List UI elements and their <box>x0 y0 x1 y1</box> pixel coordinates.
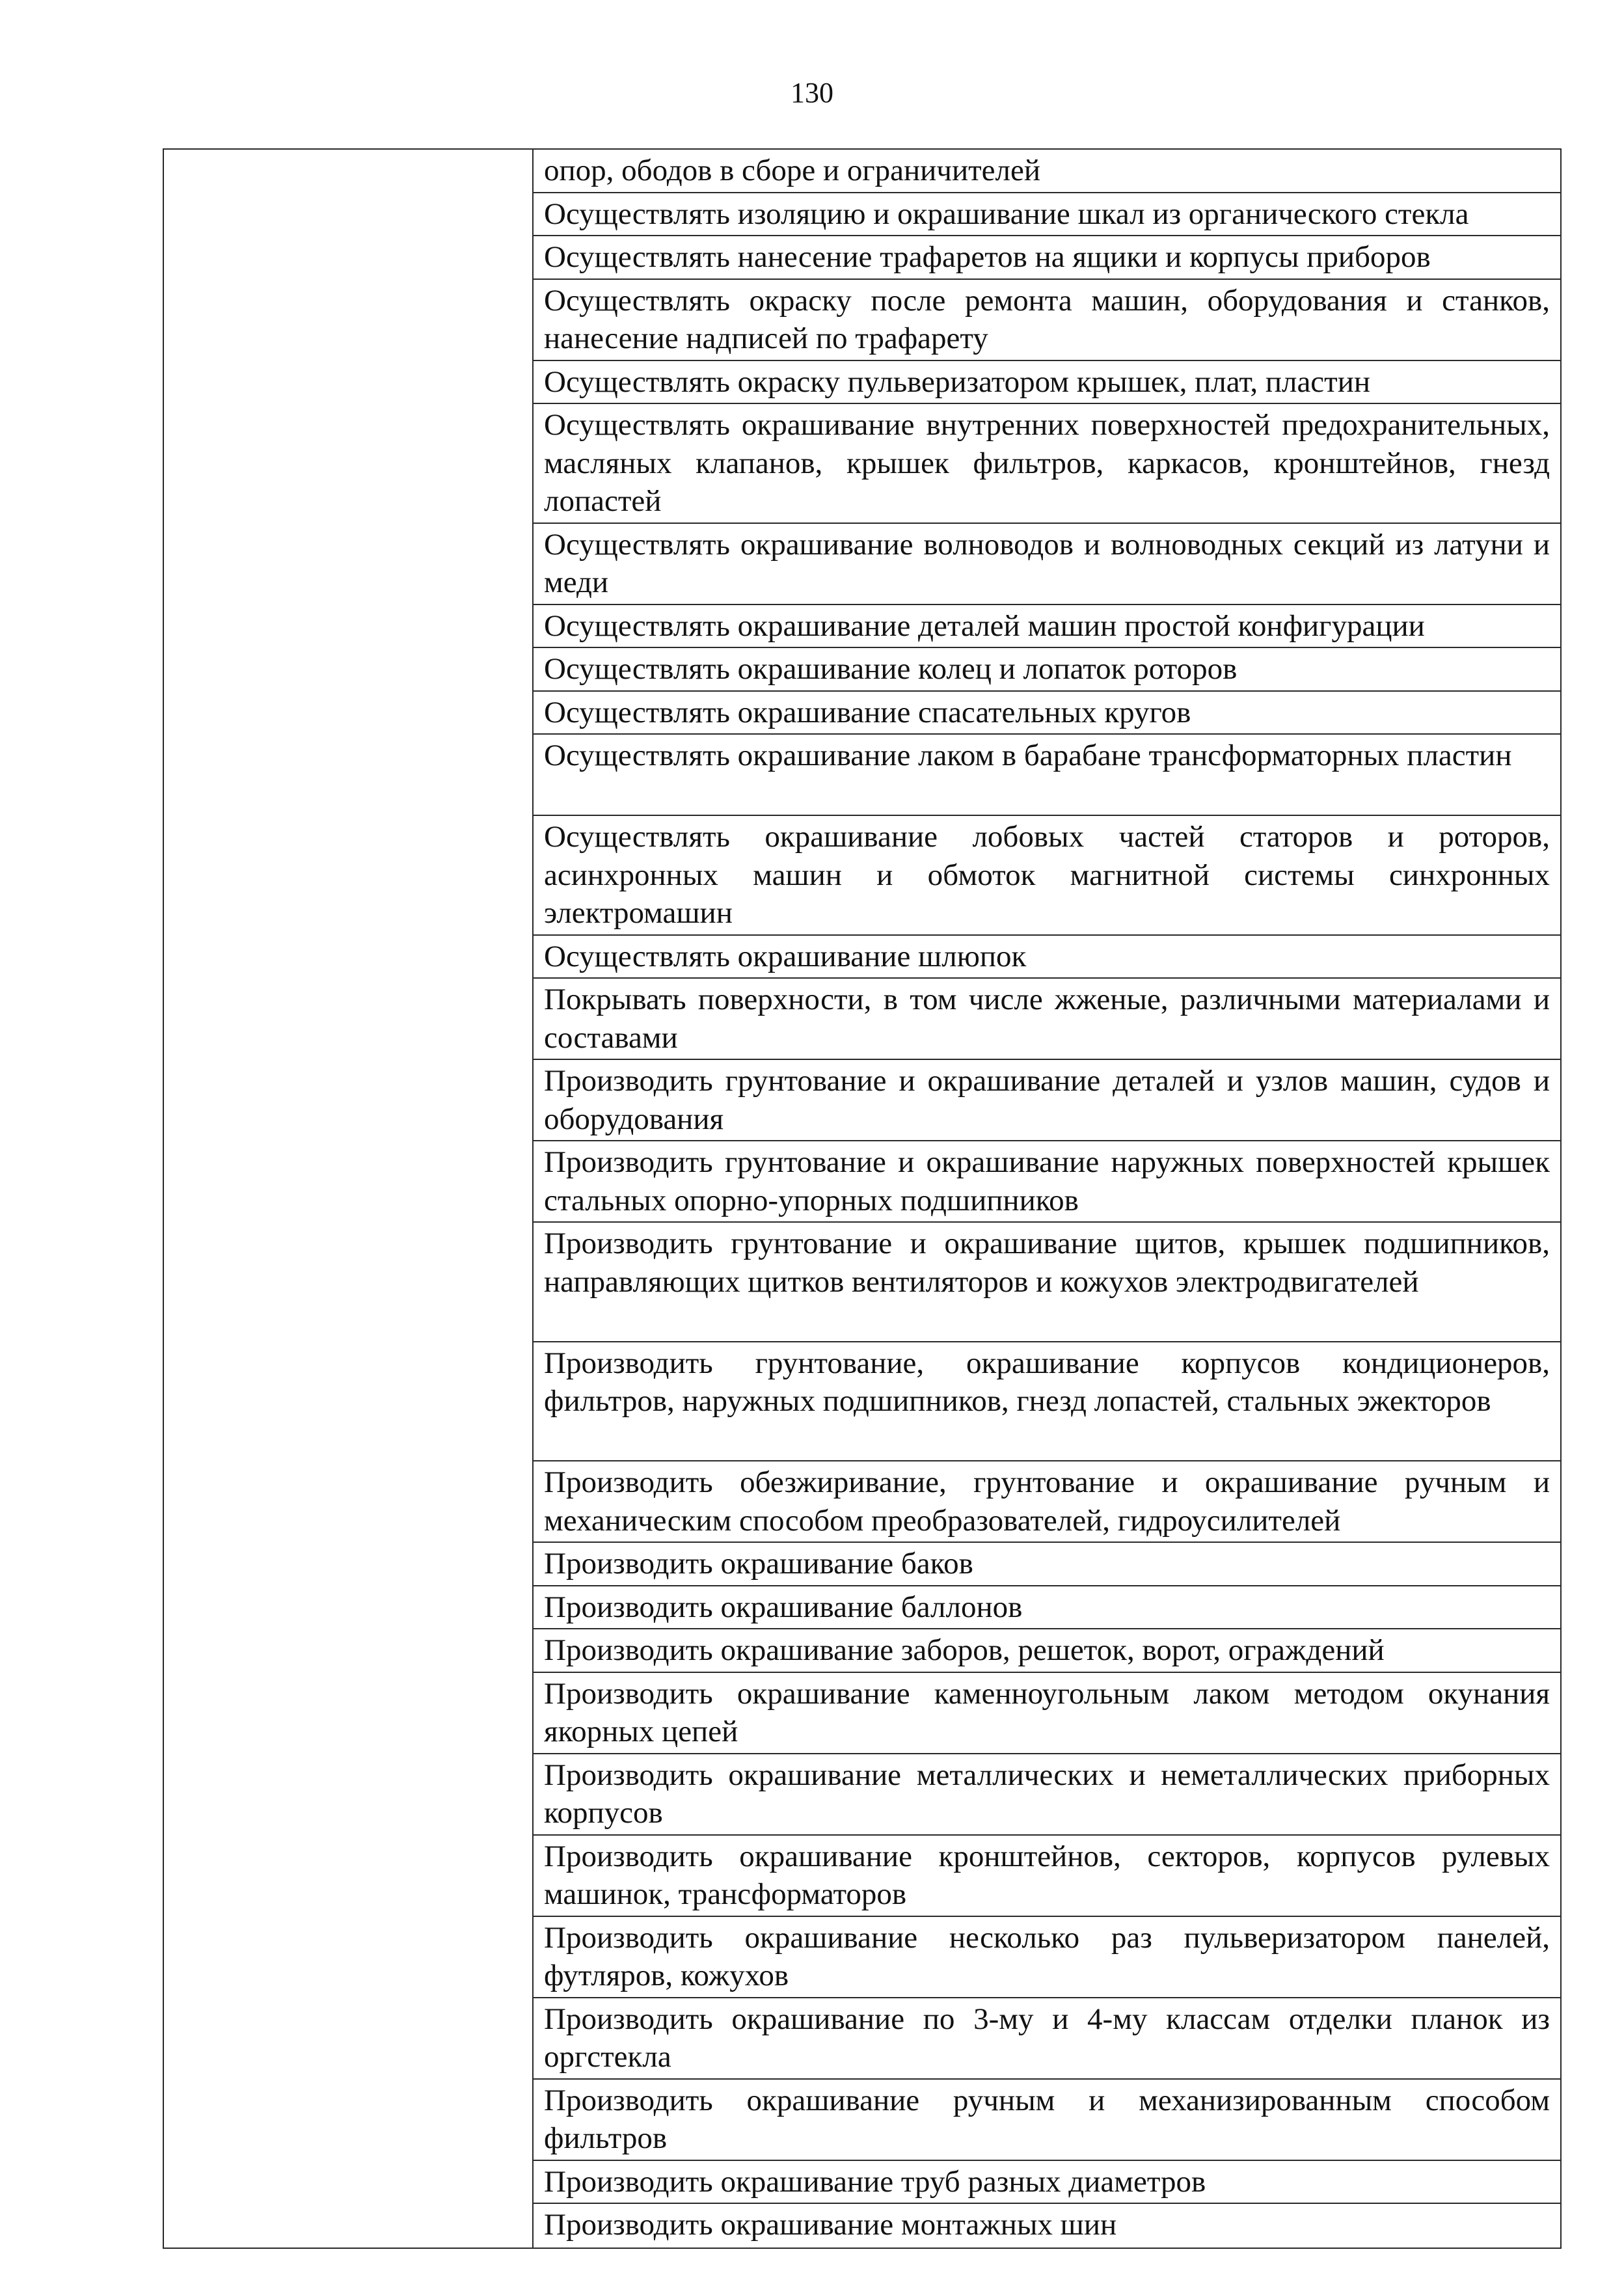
duty-item: Осуществлять окрашивание деталей машин простой конфигурации <box>534 605 1560 649</box>
duty-item: Производить грунтование, окрашивание корпусов кондиционеров, фильтров, наружных подшипников, гнезд лопастей, стальных эжекторов <box>534 1342 1560 1462</box>
table-row <box>163 149 1561 2248</box>
duty-item: Производить окрашивание кронштейнов, секторов, корпусов рулевых машинок, трансформаторов <box>534 1836 1560 1917</box>
left-empty-cell <box>163 149 533 2248</box>
duty-item: Производить окрашивание монтажных шин <box>544 2208 1117 2242</box>
duty-item: Производить окрашивание несколько раз пульверизатором панелей, футляров, кожухов <box>534 1917 1560 1998</box>
duty-item: Осуществлять окрашивание волноводов и волноводных секций из латуни и меди <box>534 524 1560 605</box>
duty-item: Производить грунтование и окрашивание деталей и узлов машин, судов и оборудования <box>534 1060 1560 1141</box>
duty-item: Производить обезжиривание, грунтование и окрашивание ручным и механическим способом преобразователей, гидроусилителей <box>534 1461 1560 1543</box>
duty-item: Производить окрашивание баков <box>534 1543 1560 1586</box>
duty-item: Производить окрашивание по 3-му и 4-му классам отделки планок из оргстекла <box>534 1998 1560 2080</box>
duty-item: Производить окрашивание труб разных диаметров <box>534 2161 1560 2205</box>
duties-table <box>163 148 1562 2249</box>
duty-item: Производить окрашивание ручным и механизированным способом фильтров <box>534 2080 1560 2161</box>
page-number: 130 <box>791 77 833 109</box>
duty-item: Осуществлять окраску после ремонта машин, оборудования и станков, нанесение надписей по трафарету <box>534 280 1560 361</box>
duty-item: Осуществлять окрашивание внутренних поверхностей предохранительных, масляных клапанов, крышек фильтров, каркасов, кронштейнов, гнезд лопастей <box>534 404 1560 524</box>
duty-item: Осуществлять изоляцию и окрашивание шкал из органического стекла <box>534 193 1560 237</box>
duty-item: Покрывать поверхности, в том числе жженые, различными материалами и составами <box>534 979 1560 1060</box>
duty-item: Производить окрашивание каменноугольным лаком методом окунания якорных цепей <box>534 1673 1560 1754</box>
duty-item: Осуществлять окрашивание спасательных кругов <box>534 692 1560 735</box>
duty-item: опор, ободов в сборе и ограничителей <box>534 150 1560 193</box>
duty-item: Осуществлять окрашивание шлюпок <box>534 936 1560 979</box>
duty-item: Производить окрашивание металлических и неметаллических приборных корпусов <box>534 1754 1560 1836</box>
duty-item: Осуществлять окрашивание лаком в барабане трансформаторных пластин <box>534 735 1560 816</box>
duty-item: Производить окрашивание баллонов <box>534 1586 1560 1630</box>
duty-item: Осуществлять окрашивание лобовых частей статоров и роторов, асинхронных машин и обмоток магнитной системы синхронных электромашин <box>534 816 1560 936</box>
duty-item: Производить грунтование и окрашивание наружных поверхностей крышек стальных опорно-упорных подшипников <box>534 1141 1560 1223</box>
duty-item: Осуществлять окрашивание колец и лопаток роторов <box>534 648 1560 692</box>
duty-item: Осуществлять окраску пульверизатором крышек, плат, пластин <box>534 361 1560 405</box>
duties-list-cell <box>533 149 1561 2248</box>
duty-item: Производить грунтование и окрашивание щитов, крышек подшипников, направляющих щитков вентиляторов и кожухов электродвигателей <box>534 1223 1560 1342</box>
duty-item: Производить окрашивание заборов, решеток, ворот, ограждений <box>534 1629 1560 1673</box>
duty-item: Осуществлять нанесение трафаретов на ящики и корпусы приборов <box>534 236 1560 280</box>
